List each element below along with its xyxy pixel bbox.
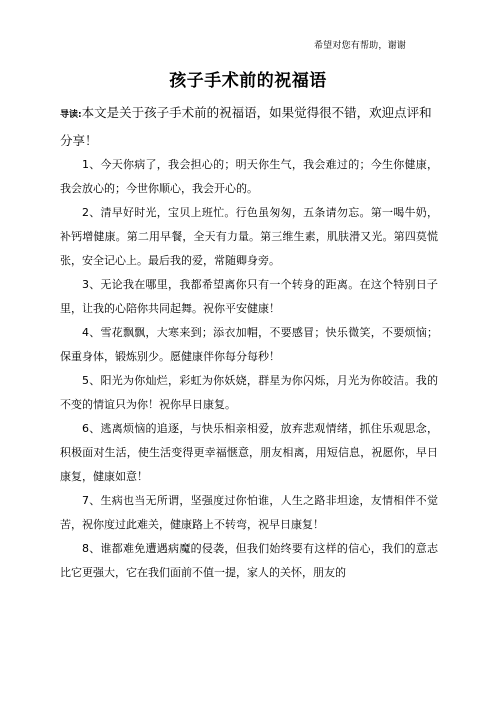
- intro-label: 导读:: [60, 110, 82, 120]
- blessing-paragraph-2: 2、清早好时光，宝贝上班忙。行色虽匆匆，五条请勿忘。第一喝牛奶，补钙增健康。第二用早餐，全天有力量。第三维生素，肌肤滑又光。第四莫慌张，安全记心上。最后我的爱，常随卿身旁。: [60, 206, 438, 267]
- page-title: 孩子手术前的祝福语: [169, 71, 327, 91]
- blessing-paragraph-6: 6、逃离烦恼的追逐，与快乐相亲相爱，放弃悲观情绪，抓住乐观思念，积极面对生活，使生活变得更幸福惬意，朋友相离，用短信息，祝愿你，早日康复，健康如意！: [60, 422, 438, 483]
- header-note: 希望对您有帮助，谢谢: [313, 41, 406, 51]
- intro-paragraph: [60, 100, 438, 153]
- intro-text: 本文是关于孩子手术前的祝福语，如果觉得很不错，欢迎点评和分享！: [60, 105, 432, 148]
- blessing-paragraph-1: 1、今天你病了，我会担心的；明天你生气，我会难过的；今生你健康，我会放心的；今世你顺心，我会开心的。: [60, 158, 438, 195]
- blessing-paragraph-4: 4、雪花飘飘，大寒来到；添衣加帽，不要感冒；快乐微笑，不要烦恼；保重身体，锻炼别少。愿健康伴你每分每秒！: [60, 326, 438, 363]
- blessing-paragraph-3: 3、无论我在哪里，我都希望离你只有一个转身的距离。在这个特别日子里，让我的心陪你共同起舞。祝你平安健康！: [60, 278, 438, 315]
- blessing-paragraph-7: 7、生病也当无所谓，坚强度过你怕谁，人生之路非坦途，友情相伴不觉苦，祝你度过此难关，健康路上不转弯，祝早日康复！: [60, 494, 438, 531]
- blessing-paragraph-8: 8、谁都难免遭遇病魔的侵袭，但我们始终要有这样的信心，我们的意志比它更强大，它在我们面前不值一提，家人的关怀，朋友的: [60, 542, 438, 579]
- blessing-paragraph-5: 5、阳光为你灿烂，彩虹为你妖娆，群星为你闪烁，月光为你皎洁。我的不变的情谊只为你！祝你早日康复。: [60, 374, 438, 411]
- document-body: [60, 100, 438, 585]
